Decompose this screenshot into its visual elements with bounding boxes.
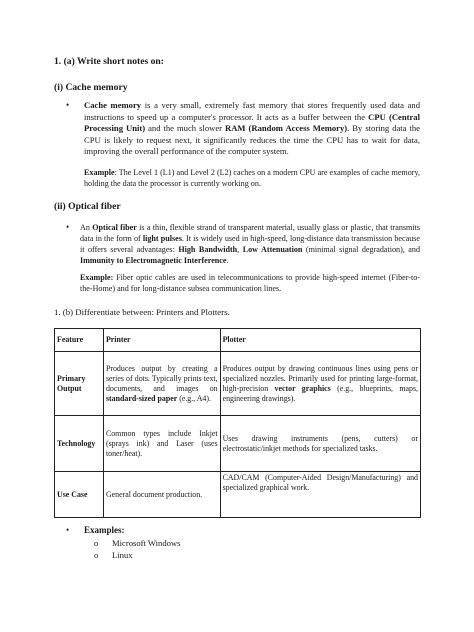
standard-paper-term: standard-sized paper [105,393,178,403]
light-pulses-term: light pulses [142,234,182,243]
plotter-output-end: (e.g., blueprints, maps, engineering drawings). [222,383,418,403]
cache-term: Cache memory [84,100,142,110]
plotter-technology: Uses drawing instruments (pens, cutters) or electrostatic/inkjet methods for specialized tasks. [220,416,420,472]
printer-use-case: General document production. [103,472,220,518]
fiber-example-text: Fiber optic cables are used in telecommunications to provide high-speed internet (Fiber-to-the-Home) and for long-distance subsea communication lines. [80,273,420,293]
vector-graphics-term: vector graphics [274,383,331,393]
printer-output-end: (e.g., A4). [177,393,211,403]
table-header-row [55,329,421,352]
row-label-primary-output: Primary Output [55,352,104,416]
example-item: Microsoft Windows [112,538,181,548]
fiber-example [80,272,420,294]
fiber-text-0: An [80,223,93,232]
sub-bullet-icon: o [94,550,99,560]
plotter-output-text: Produces output by drawing continuous lines using pens or specialized nozzles. Primarily used for printing large-format, high-precision [222,363,418,393]
plotter-primary-output [220,352,420,416]
printer-primary-output [103,352,220,416]
row-label-use-case: Use Case [55,472,104,518]
immunity-term: Immunity to Electromagnetic Interference [80,256,227,265]
cache-paragraph [84,100,420,158]
bullet-icon: • [66,222,70,232]
table-row [55,472,421,518]
ram-term: RAM (Random Access Memory) [225,123,348,134]
fiber-title: (ii) Optical fiber [54,201,121,212]
high-bandwidth-term: High Bandwidth [178,245,238,254]
example-item: Linux [112,550,133,560]
cache-example [84,167,420,189]
fiber-comma: , [237,245,243,254]
table-row [55,416,421,472]
q1b-heading: 1. (b) Differentiate between: Printers and Plotters. [54,307,230,317]
sub-bullet-icon: o [94,538,99,548]
fiber-text-2: . It is widely used in high-speed, long-distance data transmission because it offers several advantages: [80,234,420,254]
printer-output-text: Produces output by creating a series of dots. Typically prints text, documents, and images on [105,363,218,393]
fiber-text-3: (minimal signal degradation), and [302,245,420,254]
cache-text-3: . By storing data the CPU is likely to request next, it significantly reduces the time the CPU has to wait for data, improving the overall performance of the computer system. [84,123,420,157]
table-header-plotter: Plotter [220,329,420,352]
cache-example-label: Example [84,168,115,177]
cpu-term: CPU (Central Processing Unit) [84,111,420,134]
cache-text-1: is a very small, extremely fast memory that stores frequently used data and instructions to speed up a computer's processor. It acts as a buffer between the [84,100,420,122]
q1a-heading: 1. (a) Write short notes on: [54,56,164,67]
bullet-icon: • [66,525,70,535]
fiber-example-label: Example: [80,273,114,282]
fiber-text-1: is a thin, flexible strand of transparent material, usually glass or plastic, that transmits data in the form of [80,223,420,243]
cache-title: (i) Cache memory [54,82,128,93]
plotter-use-case: CAD/CAM (Computer-Aided Design/Manufacturing) and specialized graphical work. [220,472,420,518]
printer-technology: Common types include Inkjet (sprays ink) and Laser (uses toner/heat). [103,416,220,472]
cache-example-text: : The Level 1 (L1) and Level 2 (L2) caches on a modern CPU are examples of cache memory, holding the data the processor is currently working on. [84,168,420,188]
row-label-technology: Technology [55,416,104,472]
bullet-icon: • [66,100,70,110]
table-header-printer: Printer [103,329,220,352]
fiber-text-4: . [226,256,229,265]
fiber-term: Optical fiber [92,223,137,232]
low-attenuation-term: Low Attenuation [242,245,303,254]
cache-text-2: and the much slower [145,123,226,134]
examples-label: Examples: [84,525,125,535]
table-header-feature: Feature [55,329,104,352]
comparison-table [54,328,421,518]
table-row [55,352,421,416]
fiber-paragraph [80,222,420,266]
